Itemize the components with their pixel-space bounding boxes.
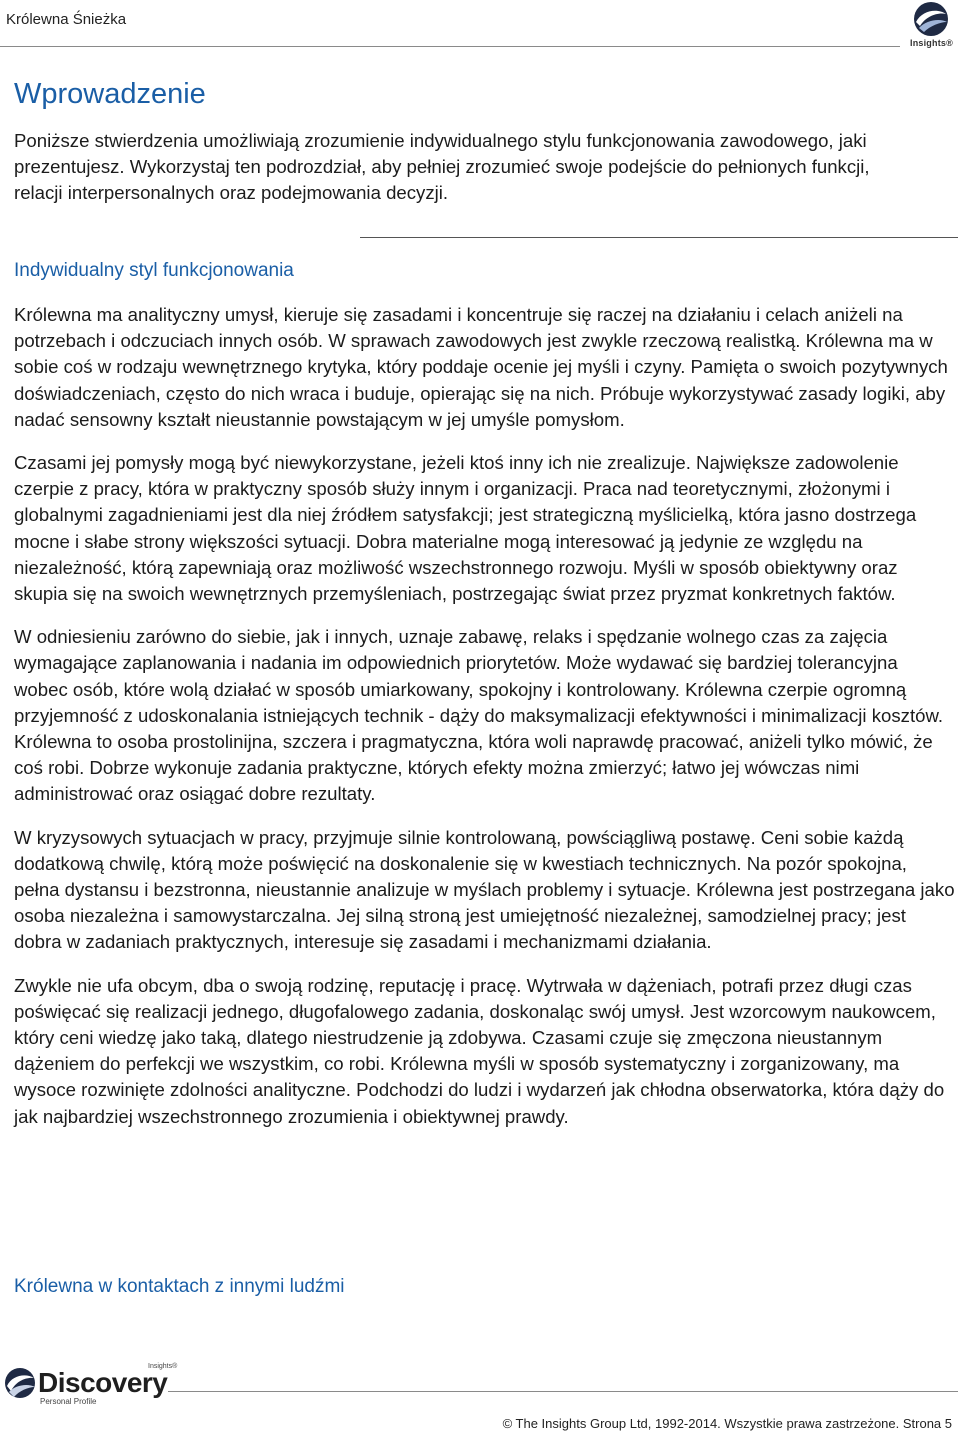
intro-paragraph: Poniższe stwierdzenia umożliwiają zrozumienie indywidualnego stylu funkcjonowania zawodowego, jaki prezentujesz. Wykorzystaj ten podrozdział, aby pełniej zrozumieć swoje podejście do pełnionych funkcji, relacji interpersonalnych oraz podejmowania decyzji. [14, 130, 870, 204]
footer-divider [168, 1391, 958, 1392]
discovery-subtitle: Personal Profile [40, 1397, 97, 1406]
section-heading-working-style: Indywidualny styl funkcjonowania [14, 260, 294, 281]
discovery-insights-mark: Insights® [148, 1363, 178, 1370]
header-divider [0, 46, 900, 47]
discovery-globe-icon [4, 1364, 38, 1402]
discovery-wordmark: Discovery [38, 1367, 168, 1398]
section-divider [360, 237, 958, 238]
body-paragraph: W odniesieniu zarówno do siebie, jak i innych, uznaje zabawę, relaks i spędzanie wolnego czas za zajęcia wymagające zaplanowania i nadania im odpowiednich priorytetów. Może wydawać się bardziej tolerancyjna wobec osób, które wolą działać w sposób umiarkowany, spokojny i kontrolowany. Królewna czerpie ogromną przyjemność z udoskonalania istniejących technik - dąży do maksymalizacji efektywności i minimalizacji kosztów. Królewna to osoba prostolinijna, szczera i pragmatyczna, która woli naprawdę pracować, aniżeli tylko mówić, że coś robi. Dobrze wykonuje zadania praktyczne, których efekty można zmierzyć; łatwo jej wówczas nimi administrować oraz osiągać dobre rezultaty. [14, 626, 944, 805]
insights-logo [904, 0, 958, 52]
footer-copyright: © The Insights Group Ltd, 1992-2014. Wszystkie prawa zastrzeżone. Strona 5 [502, 1416, 952, 1431]
header-person-name: Królewna Śnieżka [6, 11, 127, 28]
page-title: Wprowadzenie [14, 78, 206, 110]
discovery-logo [4, 1362, 204, 1408]
body-paragraph: Czasami jej pomysły mogą być niewykorzystane, jeżeli ktoś inny ich nie zrealizuje. Największe zadowolenie czerpie z pracy, która w praktyczny sposób służy innym i organizacji. Praca nad teoretycznymi, złożonymi i globalnymi zagadnieniami jest dla niej źródłem satysfakcji; jest strategiczną myślicielką, która jasno dostrzega mocne i słabe strony większości sytuacji. Dobra materialne mogą interesować ją jedynie ze względu na niezależność, którą zapewniają oraz możliwość wszechstronnego rozwoju. Myśli w sposób obiektywny oraz skupia się na swoich wewnętrznych przemyśleniach, postrzegając świat przez pryzmat konkretnych faktów. [14, 452, 917, 605]
section-body [14, 302, 956, 1147]
section-heading-interactions: Królewna w kontaktach z innymi ludźmi [14, 1276, 345, 1297]
body-paragraph: Królewna ma analityczny umysł, kieruje się zasadami i koncentruje się raczej na działaniu i celach aniżeli na potrzebach i odczuciach innych osób. W sprawach zawodowych jest zwykle rzeczową realistką. Królewna ma w sobie coś w rodzaju wewnętrznego krytyka, który poddaje ocenie jej myśli i czyny. Pamięta o swoich pozytywnych doświadczeniach, często do nich wraca i buduje, opierając się na nich. Próbuje wykorzystywać zasady logiki, aby nadać sensowny kształt nieustannie powstającym w jej umyśle pomysłom. [14, 304, 948, 430]
insights-logo-text: Insights® [910, 38, 953, 48]
body-paragraph: W kryzysowych sytuacjach w pracy, przyjmuje silnie kontrolowaną, powściągliwą postawę. Ceni sobie każdą dodatkową chwilę, którą może poświęcić na doskonalenie się w kwestiach technicznych. Na pozór spokojna, pełna dystansu i bezstronna, nieustannie analizuje w myślach problemy i sytuacje. Królewna jest postrzegana jako osoba niezależna i samowystarczalna. Jej silną stroną jest umiejętność niezależnej, samodzielnej pracy; jest dobra w zadaniach praktycznych, interesuje się zasadami i mechanizmami działania. [14, 826, 955, 953]
body-paragraph: Zwykle nie ufa obcym, dba o swoją rodzinę, reputację i pracę. Wytrwała w dążeniach, potrafi przez długi czas poświęcać się realizacji jednego, długofalowego zadania, doskonaląc swój umysł. Jest wzorcowym naukowcem, który ceni wiedzę jako taką, dlatego niestrudzenie ją zdobywa. Czasami czuje się zmęczona nieustannym dążeniem do perfekcji we wszystkim, co robi. Królewna myśli w sposób systematyczny i zorganizowany, ma wysoce rozwinięte zdolności analityczne. Podchodzi do ludzi i wydarzeń jak chłodna obserwatorka, która dąży do jak najbardziej wszechstronnego zrozumienia i obiektywnej prawdy. [14, 974, 945, 1127]
insights-globe-icon [904, 0, 958, 40]
